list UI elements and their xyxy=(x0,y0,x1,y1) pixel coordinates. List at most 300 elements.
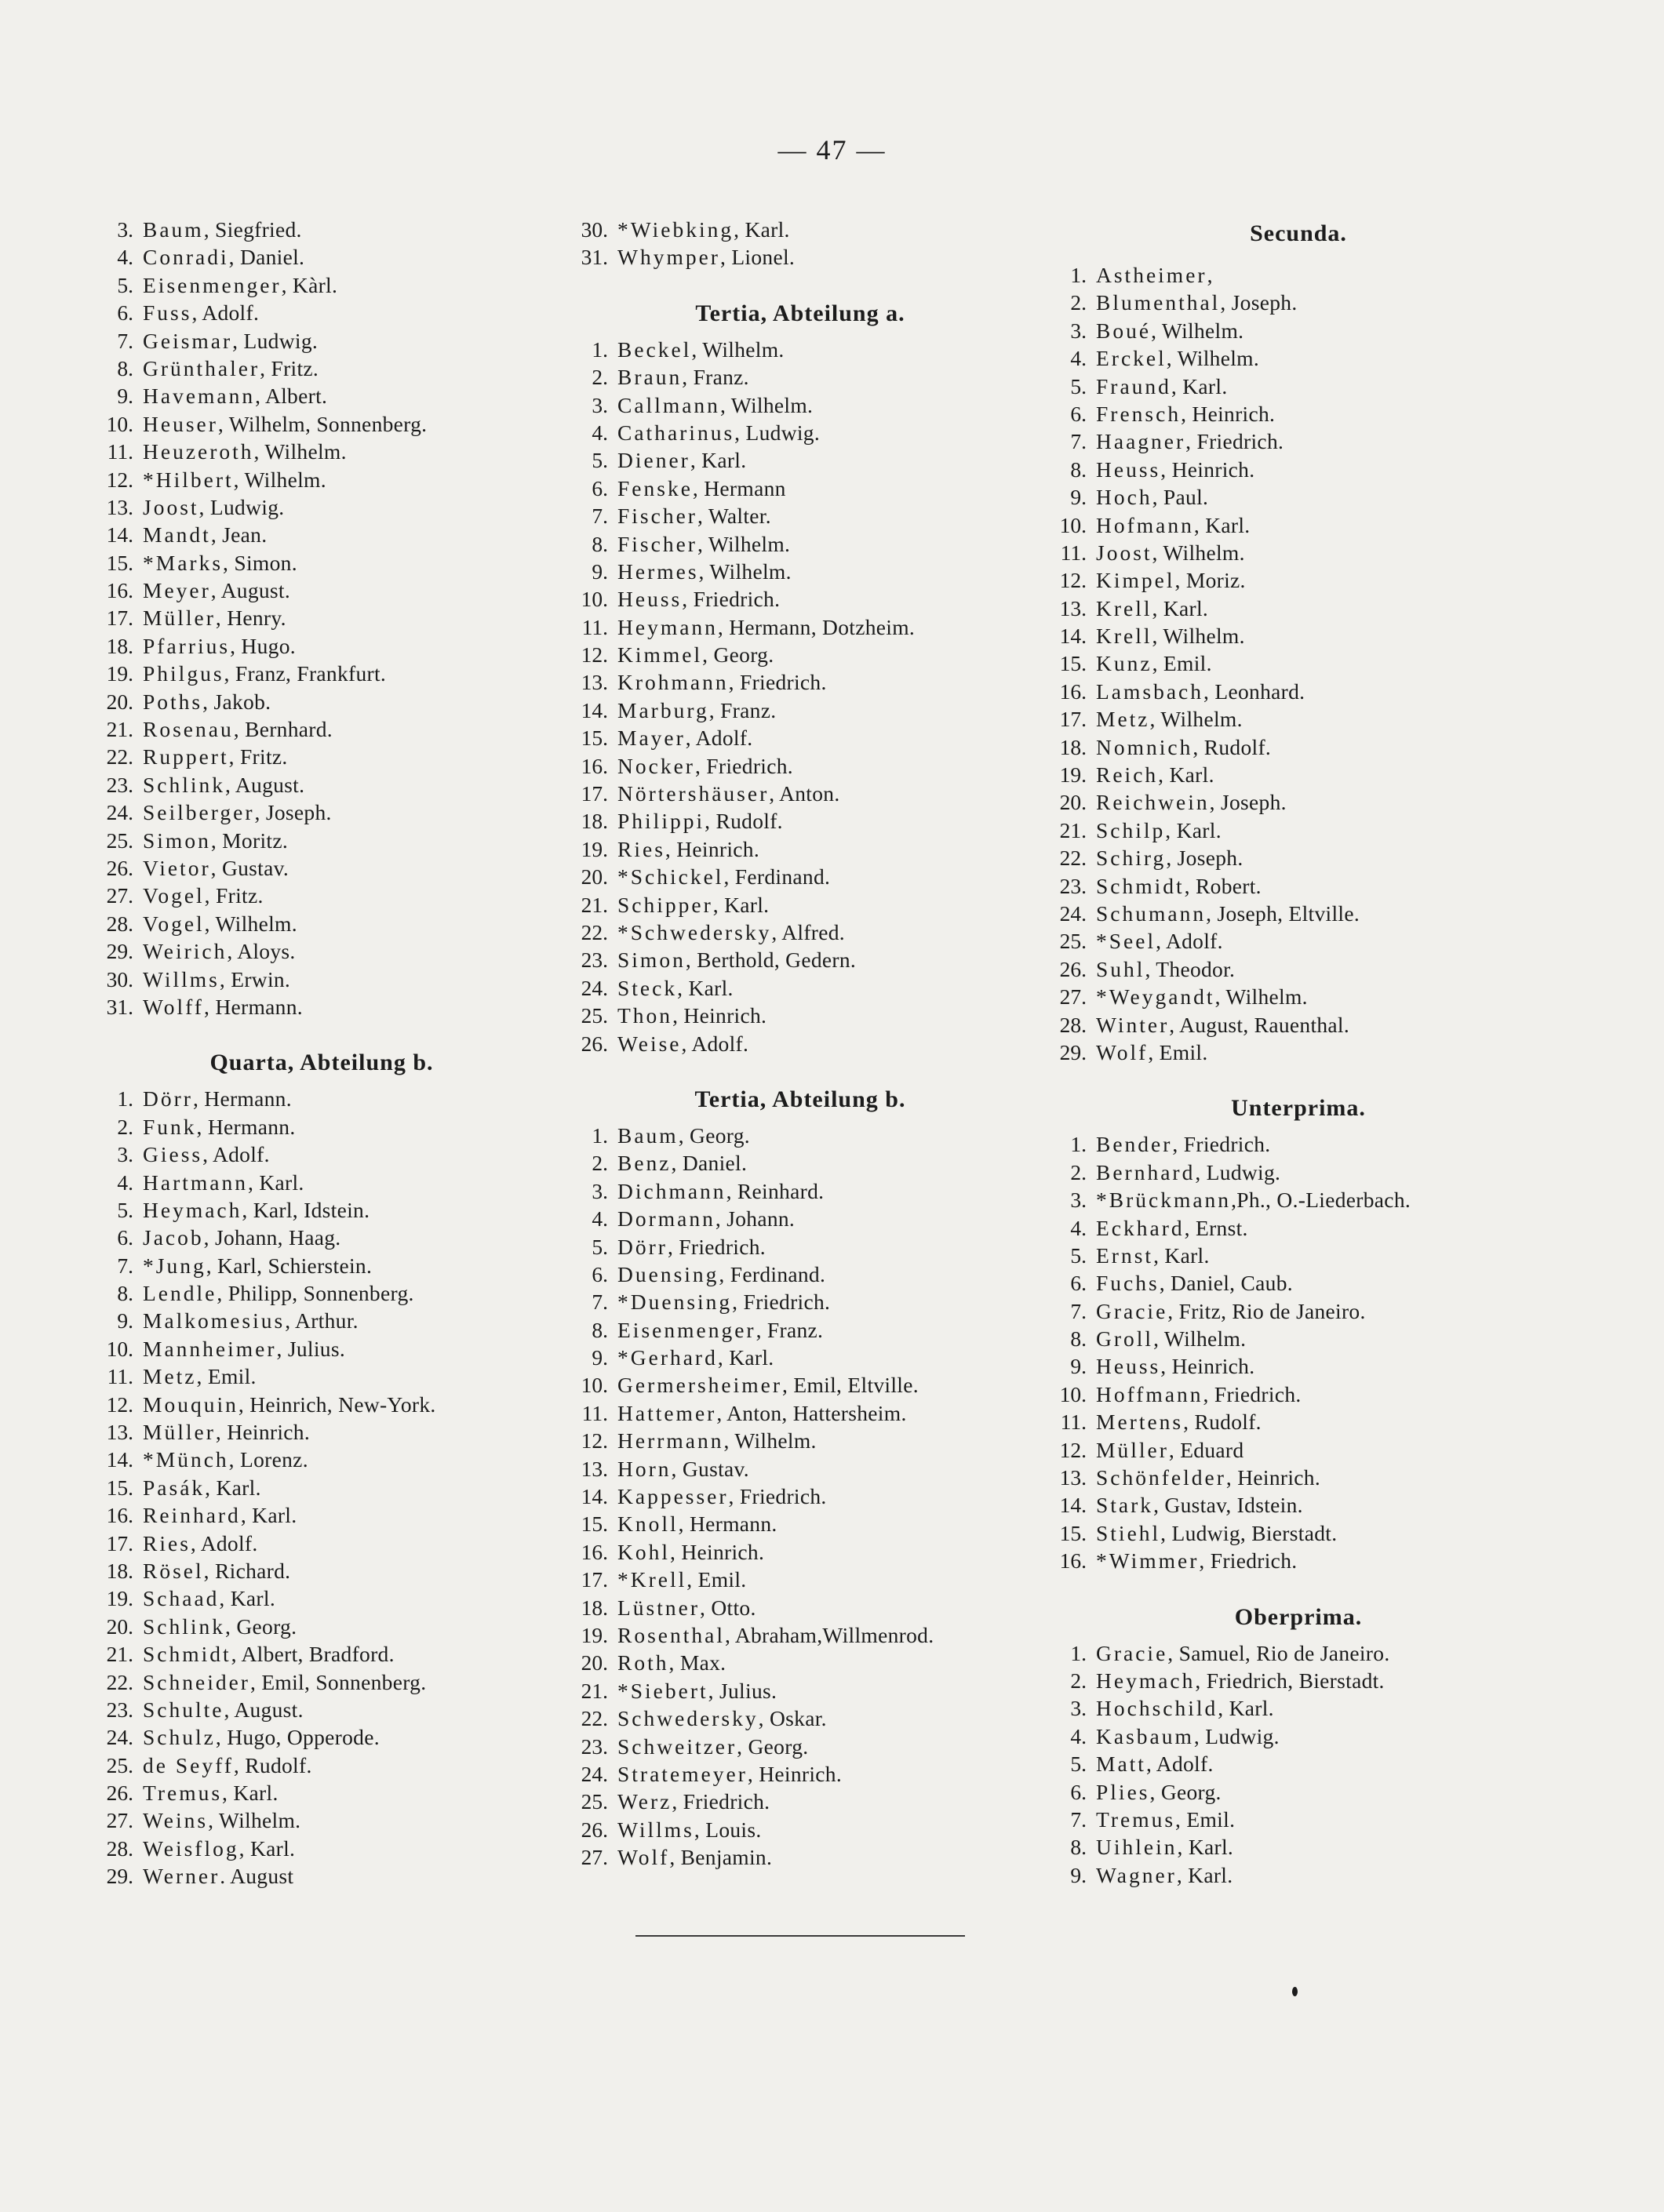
entry-number: 18. xyxy=(106,1558,133,1583)
student-entry xyxy=(86,493,557,521)
entry-number: 5. xyxy=(592,448,608,473)
student-entry xyxy=(86,438,557,465)
entry-surname: Vietor xyxy=(143,855,211,880)
entry-surname: Schwedersky xyxy=(617,1706,759,1731)
entry-details: , Paul. xyxy=(1152,485,1209,510)
entry-surname: Nörtershäuser xyxy=(617,781,770,806)
student-entry xyxy=(561,780,1040,807)
entry-number: 2. xyxy=(1070,290,1087,315)
entry-number: 7. xyxy=(592,504,608,529)
entry-surname: Hattemer xyxy=(617,1400,717,1425)
entry-details: , Wilhelm. xyxy=(697,531,791,556)
student-entry xyxy=(561,752,1040,780)
entry-details: , Karl. xyxy=(1218,1696,1274,1721)
entry-details: , Robert. xyxy=(1184,873,1262,898)
student-entry xyxy=(1040,900,1557,927)
entry-number: 30. xyxy=(581,217,608,242)
entry-surname: Heymach xyxy=(143,1197,242,1222)
student-entry xyxy=(86,688,557,715)
entry-details: , Ludwig. xyxy=(1193,1723,1280,1748)
student-entry xyxy=(1040,483,1557,511)
entry-details: , Hermann xyxy=(692,475,786,500)
entry-number: 20. xyxy=(106,689,133,714)
entry-surname: Thon xyxy=(617,1003,673,1028)
student-entry xyxy=(86,1252,557,1279)
entry-number: 8. xyxy=(117,1281,133,1306)
student-entry xyxy=(1040,1639,1557,1667)
student-entry xyxy=(1040,1750,1557,1777)
entry-surname: Mayer xyxy=(617,726,686,751)
entry-surname: *Marks xyxy=(143,550,224,575)
entry-number: 18. xyxy=(1059,734,1087,759)
entry-surname: Wolf xyxy=(1096,1039,1149,1064)
entry-number: 14. xyxy=(581,697,608,722)
student-entry xyxy=(86,993,557,1021)
entry-number: 25. xyxy=(1059,929,1087,954)
entry-details: , Emil. xyxy=(1175,1806,1236,1832)
entry-details: , Heinrich. xyxy=(670,1539,765,1564)
entry-number: 25. xyxy=(581,1003,608,1028)
entry-number: 19. xyxy=(106,1586,133,1611)
entry-surname: Heymach xyxy=(1096,1668,1196,1693)
student-entry xyxy=(561,807,1040,835)
entry-number: 16. xyxy=(581,1539,608,1564)
student-entry xyxy=(561,1149,1040,1177)
student-entry xyxy=(86,355,557,382)
student-entry xyxy=(561,1566,1040,1593)
entry-surname: Wolff xyxy=(143,994,204,1019)
entry-details: , Joseph, Eltville. xyxy=(1206,900,1360,926)
entry-details: , Kàrl. xyxy=(281,272,338,297)
student-entry xyxy=(561,613,1040,641)
entry-details: , Julius. xyxy=(276,1336,346,1361)
entry-surname: Schönfelder xyxy=(1096,1465,1226,1490)
entry-details: , Georg. xyxy=(702,642,774,668)
entry-details: , Julius. xyxy=(708,1678,777,1703)
entry-surname: *Duensing xyxy=(617,1290,733,1315)
divider-rule xyxy=(635,1935,965,1937)
student-entry xyxy=(561,1677,1040,1704)
entry-number: 11. xyxy=(1060,1410,1087,1435)
student-entry xyxy=(561,1030,1040,1057)
entry-surname: Reich xyxy=(1096,762,1159,788)
class-section xyxy=(561,292,1040,1057)
student-entry xyxy=(561,475,1040,502)
entry-surname: Mouquin xyxy=(143,1392,238,1417)
entry-number: 27. xyxy=(106,883,133,908)
entry-surname: *Gerhard xyxy=(617,1345,718,1370)
entry-details: , Benjamin. xyxy=(669,1845,773,1870)
entry-number: 18. xyxy=(581,1595,608,1620)
student-entry xyxy=(86,1279,557,1307)
entry-surname: Heuzeroth xyxy=(143,439,254,464)
entry-details: , Wilhelm. xyxy=(691,337,785,362)
entry-number: 13. xyxy=(1059,595,1087,620)
student-entry xyxy=(86,521,557,548)
entry-number: 20. xyxy=(106,1614,133,1639)
student-entry xyxy=(561,919,1040,946)
student-entry xyxy=(561,1288,1040,1315)
student-entry xyxy=(561,974,1040,1002)
entry-number: 10. xyxy=(106,1336,133,1361)
entry-surname: Diener xyxy=(617,448,690,473)
student-entry xyxy=(561,1316,1040,1344)
entry-surname: Ries xyxy=(143,1530,191,1555)
entry-number: 17. xyxy=(106,1530,133,1555)
entry-details: , Wilhelm. xyxy=(253,439,347,464)
student-entry xyxy=(86,1224,557,1251)
entry-number: 26. xyxy=(106,855,133,880)
entry-number: 8. xyxy=(1070,1326,1087,1352)
class-section xyxy=(86,1041,557,1890)
student-entry xyxy=(561,946,1040,973)
entry-details: , Karl. xyxy=(690,448,747,473)
student-entry xyxy=(561,1510,1040,1537)
entry-number: 16. xyxy=(1059,1548,1087,1574)
entry-number: 10. xyxy=(106,411,133,436)
entry-surname: Eisenmenger xyxy=(143,272,282,297)
entry-surname: Stiehl xyxy=(1096,1520,1161,1545)
entry-details: , August, Rauenthal. xyxy=(1169,1012,1350,1037)
entry-details: , Franz. xyxy=(682,365,749,390)
student-entry xyxy=(1040,983,1557,1010)
entry-surname: Roth xyxy=(617,1650,669,1675)
entry-details: , xyxy=(1207,263,1213,287)
entry-details: , Lionel. xyxy=(719,245,796,270)
student-entry xyxy=(86,966,557,993)
entry-number: 15. xyxy=(1059,651,1087,676)
entry-details: , Karl. xyxy=(717,1345,774,1370)
entry-details: , Gustav. xyxy=(210,855,289,880)
entry-number: 21. xyxy=(106,1642,133,1667)
entry-surname: Pfarrius xyxy=(143,633,231,658)
entry-surname: Germersheimer xyxy=(617,1373,783,1398)
student-entry xyxy=(1040,1833,1557,1861)
entry-details: , Heinrich. xyxy=(1160,1354,1255,1379)
entry-number: 6. xyxy=(117,300,133,326)
entry-number: 1. xyxy=(1070,1132,1087,1157)
entry-surname: *Schickel xyxy=(617,864,724,890)
entry-surname: Vogel xyxy=(143,911,205,936)
entry-details: , Albert. xyxy=(255,384,328,409)
entry-surname: Weins xyxy=(143,1808,209,1833)
entry-details: , August. xyxy=(224,1697,304,1722)
entry-surname: Lamsbach xyxy=(1096,679,1204,704)
entry-surname: Callmann xyxy=(617,392,720,417)
student-entry xyxy=(86,1584,557,1612)
entry-details: , Wilhelm. xyxy=(723,1428,817,1453)
entry-number: 7. xyxy=(1070,1298,1087,1323)
entry-surname: *Seel xyxy=(1096,929,1156,954)
entry-surname: Lüstner xyxy=(617,1595,701,1620)
entry-surname: Herrmann xyxy=(617,1428,724,1453)
entry-details: , Moritz. xyxy=(210,828,288,853)
entry-surname: Ruppert xyxy=(143,744,229,769)
entry-number: 22. xyxy=(581,919,608,944)
section-title: Oberprima. xyxy=(1234,1603,1363,1630)
entry-surname: Knoll xyxy=(617,1512,679,1537)
entry-number: 3. xyxy=(1070,1188,1087,1213)
student-entry xyxy=(86,660,557,687)
entry-number: 12. xyxy=(106,1392,133,1417)
entry-details: , Adolf. xyxy=(202,1142,270,1167)
entry-details: , Simon. xyxy=(223,550,297,575)
student-entry xyxy=(86,327,557,355)
entry-number: 18. xyxy=(106,633,133,658)
entry-surname: Stratemeyer xyxy=(617,1761,748,1786)
entry-details: , Friedrich. xyxy=(682,587,781,612)
student-entry xyxy=(561,1261,1040,1288)
entry-surname: Willms xyxy=(617,1817,694,1842)
entry-surname: Schmidt xyxy=(143,1642,231,1667)
entry-surname: *Krell xyxy=(617,1567,687,1592)
student-entry xyxy=(1040,844,1557,871)
entry-number: 9. xyxy=(117,384,133,409)
entry-number: 11. xyxy=(581,614,608,639)
entry-surname: Müller xyxy=(1096,1437,1169,1462)
entry-number: 2. xyxy=(592,1151,608,1176)
entry-details: , Hermann. xyxy=(203,994,303,1019)
entry-details: , Karl. xyxy=(1158,762,1214,788)
entry-number: 3. xyxy=(592,1178,608,1203)
entry-surname: Gracie xyxy=(1096,1640,1168,1665)
entry-details: , Hermann. xyxy=(192,1086,292,1111)
student-entry xyxy=(1040,1723,1557,1750)
entry-surname: Philippi xyxy=(617,809,705,834)
entry-surname: Krell xyxy=(1096,595,1152,620)
entry-surname: Fenske xyxy=(617,475,693,500)
student-entry xyxy=(561,1788,1040,1815)
student-entry xyxy=(86,1779,557,1806)
entry-surname: Joost xyxy=(143,494,199,519)
entry-surname: Geismar xyxy=(143,328,233,353)
student-entry xyxy=(86,1752,557,1779)
entry-number: 28. xyxy=(106,911,133,936)
entry-surname: *Wimmer xyxy=(1096,1548,1200,1574)
entry-details: , Joseph. xyxy=(1220,290,1298,315)
entry-details: , Siegfried. xyxy=(203,217,302,242)
entry-details: , Daniel, Caub. xyxy=(1159,1271,1293,1296)
entry-number: 13. xyxy=(1059,1465,1087,1490)
page-number: — 47 — xyxy=(777,134,887,166)
student-entry xyxy=(86,1696,557,1723)
entry-surname: Bernhard xyxy=(1096,1159,1196,1184)
entry-details: , Bernhard. xyxy=(233,717,333,742)
class-section xyxy=(1040,1086,1557,1574)
entry-surname: Winter xyxy=(1096,1012,1170,1037)
entry-details: , Adolf. xyxy=(1145,1752,1214,1777)
entry-number: 7. xyxy=(117,1253,133,1278)
entry-number: 16. xyxy=(1059,679,1087,704)
entry-details: , Gustav. xyxy=(671,1456,749,1481)
entry-number: 5. xyxy=(1070,1752,1087,1777)
entry-surname: Schlink xyxy=(143,772,226,797)
student-entry xyxy=(86,827,557,854)
entry-number: 28. xyxy=(106,1835,133,1861)
entry-details: , Albert, Bradford. xyxy=(231,1642,395,1667)
entry-number: 7. xyxy=(1070,429,1087,454)
student-entry xyxy=(1040,595,1557,622)
student-entry xyxy=(1040,872,1557,900)
entry-surname: Poths xyxy=(143,689,203,714)
entry-details: , Philipp, Sonnenberg. xyxy=(217,1281,414,1306)
section-title: Secunda. xyxy=(1250,220,1347,246)
entry-surname: *Münch xyxy=(143,1447,229,1472)
entry-details: , Karl. xyxy=(1153,1242,1210,1268)
student-entry xyxy=(86,1723,557,1751)
entry-number: 4. xyxy=(117,1170,133,1195)
entry-number: 29. xyxy=(106,1864,133,1889)
entry-surname: Lendle xyxy=(143,1281,217,1306)
entry-details: , Emil, Eltville. xyxy=(782,1373,919,1398)
entry-surname: Vogel xyxy=(143,883,205,908)
entry-details: , Abraham,Willmenrod. xyxy=(725,1622,934,1647)
entry-details: , Fritz. xyxy=(260,355,319,380)
entry-surname: Whymper xyxy=(617,245,720,270)
entry-details: , Samuel, Rio de Janeiro. xyxy=(1167,1640,1390,1665)
student-entry xyxy=(86,1474,557,1501)
entry-number: 20. xyxy=(1059,790,1087,815)
student-entry xyxy=(561,1733,1040,1760)
entry-number: 17. xyxy=(106,606,133,631)
student-entry xyxy=(561,1594,1040,1621)
entry-surname: Steck xyxy=(617,975,678,1000)
entry-number: 11. xyxy=(107,439,133,464)
student-entry xyxy=(86,466,557,493)
student-entry xyxy=(86,632,557,660)
student-entry xyxy=(561,1538,1040,1566)
entry-surname: Mannheimer xyxy=(143,1336,277,1361)
student-entry xyxy=(561,668,1040,696)
entry-surname: Schmidt xyxy=(1096,873,1185,898)
entry-number: 11. xyxy=(107,1364,133,1389)
entry-number: 5. xyxy=(117,272,133,297)
student-entry xyxy=(1040,927,1557,955)
student-entry xyxy=(561,585,1040,613)
entry-details: , Adolf. xyxy=(191,300,260,326)
entry-number: 9. xyxy=(592,1345,608,1370)
entry-details: , Adolf. xyxy=(685,726,753,751)
entry-surname: *Wiebking xyxy=(617,217,734,242)
entry-details: , Karl. xyxy=(238,1835,296,1861)
student-entry xyxy=(86,1335,557,1362)
entry-number: 8. xyxy=(117,355,133,380)
entry-details: , Wilhelm. xyxy=(1151,318,1244,343)
entry-surname: Nocker xyxy=(617,753,695,778)
entry-details: , Walter. xyxy=(697,504,771,529)
entry-details: , Rudolf. xyxy=(233,1752,312,1777)
entry-number: 6. xyxy=(1070,1779,1087,1804)
entry-number: 4. xyxy=(592,1206,608,1232)
entry-details: , Oskar. xyxy=(758,1706,827,1731)
entry-details: , Adolf. xyxy=(190,1530,258,1555)
entry-number: 17. xyxy=(581,781,608,806)
student-entry xyxy=(86,1530,557,1557)
entry-surname: Weise xyxy=(617,1031,682,1056)
student-entry xyxy=(1040,1242,1557,1269)
student-entry xyxy=(86,937,557,965)
entry-number: 4. xyxy=(1070,1723,1087,1748)
entry-number: 31. xyxy=(106,994,133,1019)
entry-number: 5. xyxy=(1070,1242,1087,1268)
entry-details: , Wilhelm. xyxy=(698,558,792,584)
entry-number: 23. xyxy=(106,772,133,797)
entry-number: 24. xyxy=(106,800,133,825)
entry-number: 10. xyxy=(1059,512,1087,537)
entry-details: , Heinrich. xyxy=(672,1003,767,1028)
entry-details: , Adolf. xyxy=(1156,929,1223,954)
entry-details: , Erwin. xyxy=(219,966,291,991)
student-entry xyxy=(1040,344,1557,372)
entry-surname: Fraund xyxy=(1096,373,1171,398)
entry-surname: Funk xyxy=(143,1114,197,1139)
entry-number: 27. xyxy=(106,1808,133,1833)
entry-details: , Friedrich. xyxy=(1185,429,1284,454)
entry-surname: Reichwein xyxy=(1096,790,1210,815)
entry-surname: Heuss xyxy=(1096,1354,1161,1379)
entry-details: , Karl. xyxy=(1177,1835,1234,1860)
student-entry xyxy=(86,1835,557,1862)
entry-surname: Tremus xyxy=(1096,1806,1176,1832)
entry-details: . August xyxy=(220,1864,294,1889)
entry-number: 14. xyxy=(581,1484,608,1509)
student-entry xyxy=(561,1843,1040,1871)
student-entry xyxy=(561,530,1040,558)
entry-number: 8. xyxy=(592,531,608,556)
entry-number: 10. xyxy=(581,587,608,612)
entry-surname: Catharinus xyxy=(617,420,735,445)
student-entry xyxy=(1040,955,1557,983)
entry-number: 22. xyxy=(106,1669,133,1694)
entry-number: 5. xyxy=(592,1234,608,1259)
entry-details: , Louis. xyxy=(694,1817,762,1842)
column-1 xyxy=(86,216,557,1890)
entry-number: 6. xyxy=(1070,1271,1087,1296)
student-entry xyxy=(86,1862,557,1890)
student-entry xyxy=(561,419,1040,446)
entry-surname: Schipper xyxy=(617,892,713,917)
entry-number: 1. xyxy=(592,1122,608,1148)
student-entry xyxy=(1040,1861,1557,1889)
entry-details: , Karl. xyxy=(247,1170,304,1195)
entry-surname: Krohmann xyxy=(617,670,729,695)
student-entry xyxy=(86,799,557,826)
entry-details: , Ludwig, Bierstadt. xyxy=(1160,1520,1338,1545)
entry-surname: Boué xyxy=(1096,318,1152,343)
student-entry xyxy=(86,854,557,882)
entry-details: ,Ph., O.-Liederbach. xyxy=(1231,1188,1411,1213)
student-entry xyxy=(561,363,1040,391)
entry-surname: Dichmann xyxy=(617,1178,726,1203)
entry-details: , Jean. xyxy=(210,522,268,548)
entry-number: 2. xyxy=(1070,1668,1087,1693)
student-entry xyxy=(1040,1269,1557,1297)
entry-details: , Jakob. xyxy=(202,689,271,714)
entry-details: , Henry. xyxy=(215,606,286,631)
student-entry xyxy=(86,604,557,631)
entry-details: , Aloys. xyxy=(227,939,296,964)
entry-surname: Haagner xyxy=(1096,429,1186,454)
entry-surname: Nomnich xyxy=(1096,734,1193,759)
entry-number: 25. xyxy=(106,1752,133,1777)
student-entry xyxy=(1040,1130,1557,1158)
student-entry xyxy=(1040,511,1557,539)
entry-surname: Fuss xyxy=(143,300,192,326)
class-section xyxy=(1040,216,1557,1066)
entry-details: , Joseph. xyxy=(254,800,332,825)
entry-number: 11. xyxy=(581,1400,608,1425)
entry-number: 21. xyxy=(581,1678,608,1703)
